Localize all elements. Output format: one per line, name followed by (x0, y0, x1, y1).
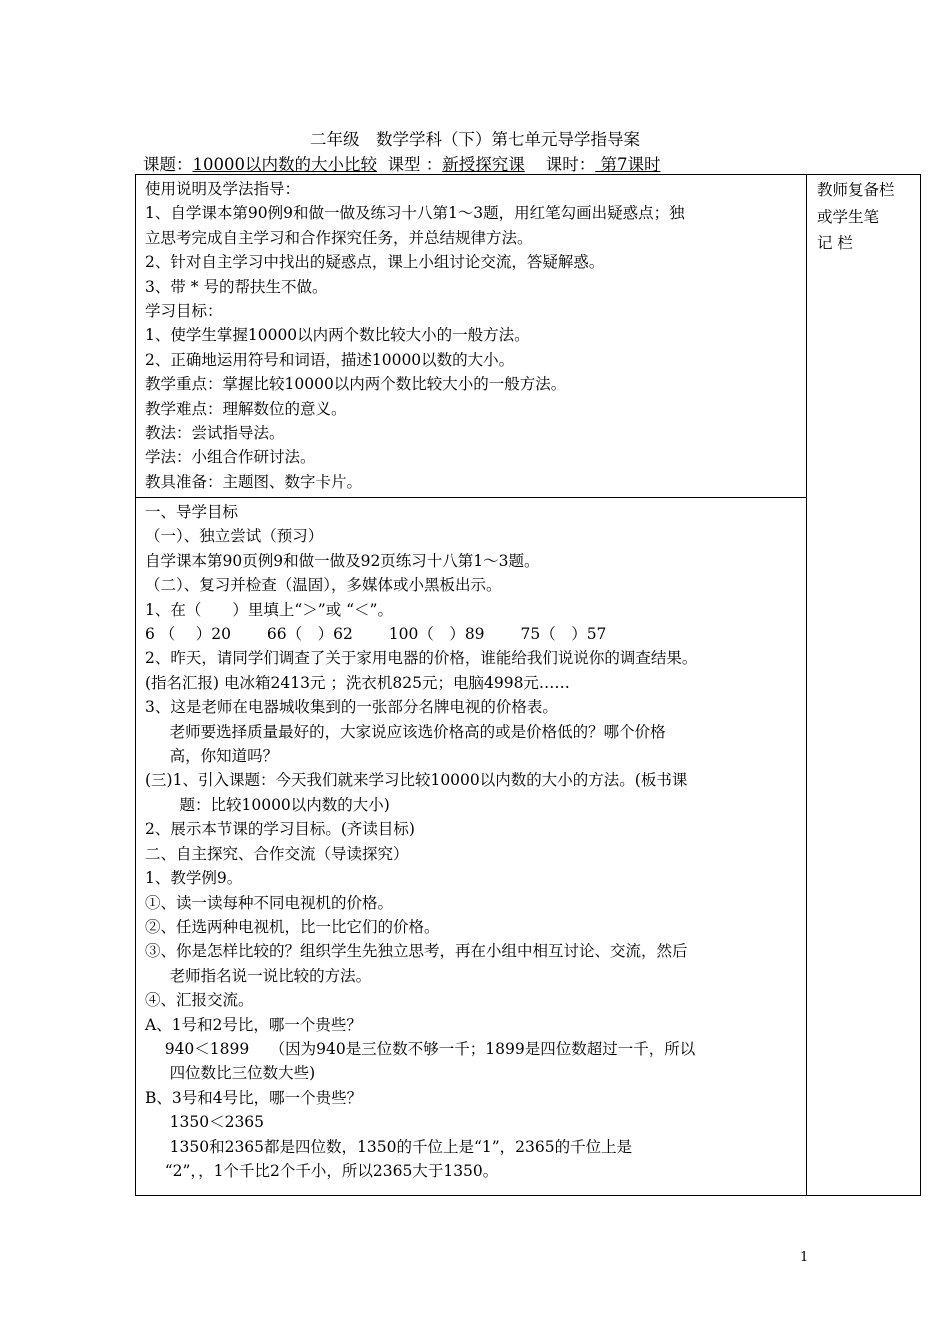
text-line: 940＜1899 （因为940是三位数不够一千；1899是四位数超过一千，所以 (145, 1039, 696, 1058)
text-line: 教学重点：掌握比较10000以内两个数比较大小的一般方法。 (145, 375, 567, 394)
text-line: (三)1、引入课题：今天我们就来学习比较10000以内数的大小的方法。(板书课 (145, 771, 688, 790)
text-line: （一）、独立尝试（预习） (145, 527, 324, 546)
text-line: 1350和2365都是四位数，1350的千位上是“1”，2365的千位上是 (145, 1137, 633, 1156)
text-line: 使用说明及学法指导： (145, 180, 301, 198)
topic-label: 课题： (143, 155, 193, 174)
text-line: 一、导学目标 (145, 503, 239, 521)
text-line: 教学难点：理解数位的意义。 (145, 399, 347, 418)
text-line: 3、这是老师在电器城收集到的一张部分名牌电视的价格表。 (145, 698, 558, 717)
text-line: 高，你知道吗？ (145, 747, 279, 766)
type-label: 课型 ： (387, 155, 443, 174)
period-value: 第7课时 (595, 155, 661, 174)
text-line: 学法：小组合作研讨法。 (145, 448, 316, 467)
text-line: 教具准备：主题图、数字卡片。 (145, 472, 363, 491)
topic-value: 10000以内数的大小比较 (192, 155, 377, 174)
lesson-meta-line (143, 151, 660, 175)
text-line: 题：比较10000以内数的大小) (145, 795, 390, 814)
text-line: 立思考完成自主学习和合作探究任务，并总结规律方法。 (145, 228, 533, 247)
text-line: 记 栏 (817, 234, 853, 252)
text-line: ①、读一读每种不同电视机的价格。 (145, 893, 394, 912)
text-line: 教法：尝试指导法。 (145, 424, 285, 443)
instructions-cell (145, 177, 685, 494)
text-line: 四位数比三位数大些) (145, 1064, 316, 1083)
text-line: 自学课本第90页例9和做一做及92页练习十八第1～3题。 (145, 551, 540, 570)
row-divider (135, 497, 806, 498)
text-line: 1、使学生掌握10000以内两个数比较大小的一般方法。 (145, 326, 530, 345)
text-line: A、1号和2号比，哪一个贵些？ (145, 1015, 362, 1034)
text-line: B、3号和4号比，哪一个贵些？ (145, 1088, 363, 1107)
text-line: 二、自主探究、合作交流（导读探究） (145, 844, 409, 863)
text-line: 3、带 * 号的帮扶生不做。 (145, 277, 328, 296)
text-line: 2、展示本节课的学习目标。(齐读目标) (145, 820, 415, 839)
text-line: 1、在（ ）里填上“＞”或 “＜”。 (145, 600, 393, 619)
text-line: 学习目标： (145, 302, 223, 321)
text-line: (指名汇报) 电冰箱2413元 ；洗衣机825元；电脑4998元…… (145, 673, 570, 692)
text-line: 1350＜2365 (145, 1113, 265, 1132)
text-line: ②、任选两种电视机，比一比它们的价格。 (145, 917, 440, 936)
text-line: 2、正确地运用符号和词语，描述10000以数的大小。 (145, 350, 515, 369)
text-line: 1、自学课本第90例9和做一做及练习十八第1～3题，用红笔勾画出疑惑点；独 (145, 204, 685, 223)
lesson-body-cell (145, 500, 697, 1183)
page-number: 1 (800, 1250, 809, 1265)
text-line: 2、昨天，请同学们调查了关于家用电器的价格，谁能给我们说说你的调查结果。 (145, 649, 698, 668)
text-line: 老师指名说一说比较的方法。 (145, 966, 372, 985)
text-line: 教师复备栏 (817, 181, 895, 199)
type-value: 新授探究课 (442, 155, 525, 174)
text-line: ③、你是怎样比较的？组织学生先独立思考，再在小组中相互讨论、交流，然后 (145, 942, 688, 961)
text-line: ④、汇报交流。 (145, 991, 254, 1010)
text-line: 2、针对自主学习中找出的疑惑点，课上小组讨论交流，答疑解惑。 (145, 253, 605, 272)
document-title: 二年级 数学学科（下）第七单元导学指导案 (310, 130, 640, 149)
text-line: 6 （ ）20 66（ ）62 100（ ）89 75（ ）57 (145, 625, 607, 644)
text-line: 或学生笔 (817, 207, 880, 226)
text-line: （二）、复习并检查（温固），多媒体或小黑板出示。 (145, 576, 502, 595)
text-line: 1、教学例9。 (145, 869, 243, 888)
period-label: 课时： (545, 155, 596, 174)
text-line: “2”，，1个千比2个千小，所以2365大于1350。 (145, 1161, 499, 1180)
teacher-notes-column (817, 177, 895, 257)
text-line: 老师要选择质量最好的，大家说应该选价格高的或是价格低的？哪个价格 (145, 722, 666, 741)
column-divider (806, 174, 807, 1196)
